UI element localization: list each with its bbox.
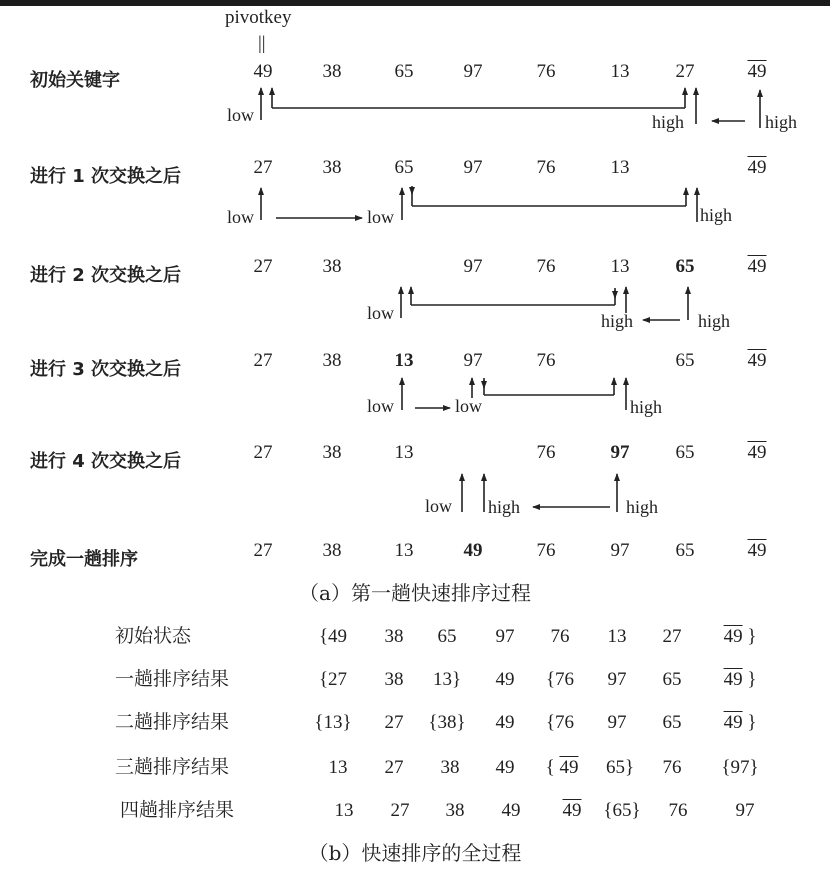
key-cell: 49: [747, 540, 767, 561]
key-cell: 49: [747, 256, 767, 277]
low-pointer-label: low: [455, 396, 482, 416]
pivotkey-equals: ||: [258, 33, 266, 54]
pass-label: 初始状态: [115, 625, 192, 647]
sequence-token: 65: [662, 712, 682, 733]
sequence-token: {76: [545, 712, 575, 733]
key-cell: 38: [322, 350, 342, 371]
key-cell: 76: [536, 540, 556, 561]
high-pointer-label: high: [765, 112, 798, 132]
sequence-token: {49: [318, 626, 348, 647]
overlined-key: 49: [723, 626, 743, 647]
key-cell: 13: [610, 256, 630, 277]
high-pointer-label: high: [630, 397, 663, 417]
key-cell: 38: [322, 540, 342, 561]
sequence-token: 27: [390, 800, 410, 821]
key-cell: 27: [253, 540, 273, 561]
key-cell: 38: [322, 442, 342, 463]
key-cell: 27: [675, 61, 695, 82]
key-cell: 65: [675, 540, 695, 561]
high-pointer-label: high: [626, 497, 659, 517]
sequence-token: {76: [545, 669, 575, 690]
key-cell: 27: [253, 157, 273, 178]
high-pointer-label: high: [652, 112, 685, 132]
key-cell: 76: [536, 350, 556, 371]
row-label: 进行 4 次交换之后: [30, 451, 182, 472]
low-pointer-label: low: [367, 396, 394, 416]
key-cell: 27: [253, 350, 273, 371]
key-cell: 49: [747, 61, 767, 82]
pivotkey-label: pivotkey: [225, 7, 292, 28]
high-pointer-label: high: [698, 311, 731, 331]
sequence-token: 38: [445, 800, 465, 821]
row-label: 完成一趟排序: [30, 549, 138, 570]
key-cell: 27: [253, 442, 273, 463]
overlined-key: 49: [723, 669, 743, 690]
overlined-key: 49: [723, 712, 743, 733]
pass-label: 四趟排序结果: [120, 799, 235, 821]
low-pointer-label: low: [227, 207, 254, 227]
sequence-token: {97}: [721, 757, 759, 778]
sequence-token: { 49: [545, 757, 579, 778]
key-cell: 49: [253, 61, 273, 82]
key-cell: 49: [747, 442, 767, 463]
key-cell: 76: [536, 157, 556, 178]
overlined-key: 49: [562, 800, 582, 821]
key-cell: 97: [463, 157, 483, 178]
key-cell: 97: [610, 442, 630, 463]
sequence-token: {13}: [314, 712, 352, 733]
sequence-token: 97: [495, 626, 515, 647]
key-cell: 65: [394, 61, 414, 82]
low-pointer-label: low: [425, 496, 452, 516]
key-cell: 13: [394, 540, 414, 561]
sequence-token: 38: [384, 669, 404, 690]
sequence-token: 65}: [605, 757, 635, 778]
key-cell: 76: [536, 442, 556, 463]
key-cell: 38: [322, 157, 342, 178]
sequence-token: 49 }: [723, 712, 757, 733]
pass-label: 二趟排序结果: [115, 711, 230, 733]
sequence-token: 49: [501, 800, 521, 821]
pass-label: 三趟排序结果: [115, 756, 230, 778]
sequence-token: 97: [607, 712, 627, 733]
caption-b: （b）快速排序的全过程: [308, 841, 522, 865]
sequence-token: 27: [384, 712, 404, 733]
low-pointer-label: low: [227, 105, 254, 125]
sequence-token: {38}: [428, 712, 466, 733]
key-cell: 13: [610, 61, 630, 82]
caption-a: （a）第一趟快速排序过程: [299, 581, 531, 605]
sequence-token: 65: [437, 626, 457, 647]
sequence-token: 13}: [432, 669, 462, 690]
key-cell: 97: [463, 256, 483, 277]
sequence-token: 97: [735, 800, 755, 821]
key-cell: 38: [322, 61, 342, 82]
sequence-token: 27: [662, 626, 682, 647]
sequence-token: 49: [495, 712, 515, 733]
key-cell: 97: [463, 350, 483, 371]
key-cell: 38: [322, 256, 342, 277]
sequence-token: 76: [668, 800, 688, 821]
overlined-key: 49: [559, 757, 579, 778]
sequence-token: 76: [662, 757, 682, 778]
key-cell: 49: [747, 350, 767, 371]
sequence-token: 65: [662, 669, 682, 690]
sequence-token: 13: [334, 800, 354, 821]
pass-label: 一趟排序结果: [115, 668, 230, 690]
row-label: 初始关键字: [30, 70, 120, 91]
row-label: 进行 1 次交换之后: [30, 166, 182, 187]
key-cell: 65: [675, 442, 695, 463]
high-pointer-label: high: [700, 205, 733, 225]
sequence-token: {65}: [603, 800, 641, 821]
sequence-token: 97: [607, 669, 627, 690]
key-cell: 65: [394, 157, 414, 178]
high-pointer-label: high: [488, 497, 521, 517]
key-cell: 65: [675, 256, 695, 277]
row-label: 进行 2 次交换之后: [30, 265, 182, 286]
row-label: 进行 3 次交换之后: [30, 359, 182, 380]
key-cell: 97: [463, 61, 483, 82]
key-cell: 27: [253, 256, 273, 277]
sequence-token: {27: [318, 669, 348, 690]
key-cell: 76: [536, 256, 556, 277]
sequence-token: 49 }: [723, 669, 757, 690]
sequence-token: 49: [495, 757, 515, 778]
sequence-token: 38: [384, 626, 404, 647]
sequence-token: 49: [495, 669, 515, 690]
high-pointer-label: high: [601, 311, 634, 331]
key-cell: 65: [675, 350, 695, 371]
sequence-token: 76: [550, 626, 570, 647]
sequence-token: 13: [607, 626, 627, 647]
low-pointer-label: low: [367, 207, 394, 227]
key-cell: 13: [394, 350, 414, 371]
sequence-token: 38: [440, 757, 460, 778]
key-cell: 97: [610, 540, 630, 561]
sequence-token: 13: [328, 757, 348, 778]
sequence-token: 27: [384, 757, 404, 778]
key-cell: 49: [747, 157, 767, 178]
key-cell: 13: [394, 442, 414, 463]
key-cell: 49: [463, 540, 483, 561]
key-cell: 76: [536, 61, 556, 82]
key-cell: 13: [610, 157, 630, 178]
sequence-token: 49 }: [723, 626, 757, 647]
low-pointer-label: low: [367, 303, 394, 323]
